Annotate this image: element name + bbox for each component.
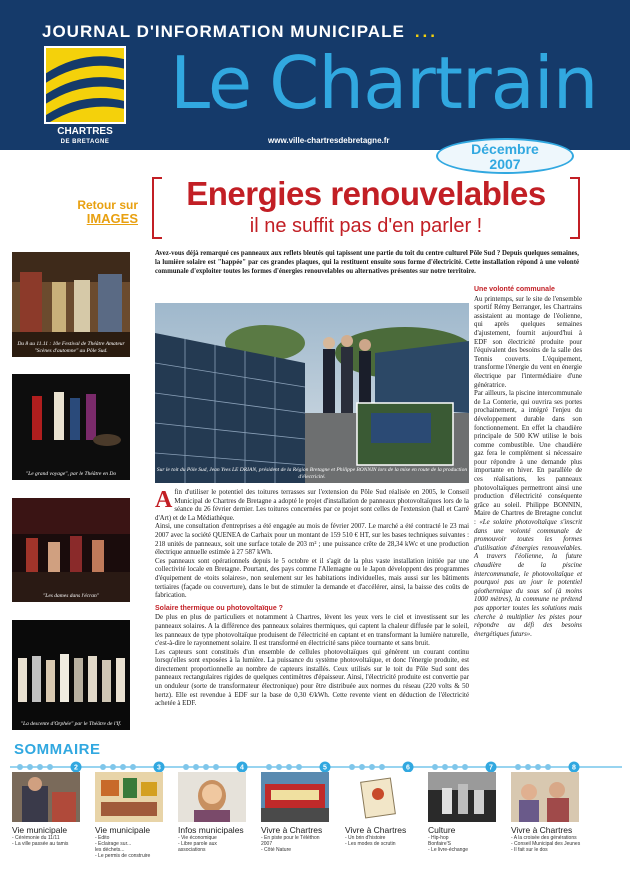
website-url[interactable]: www.ville-chartresdebretagne.fr [268, 136, 390, 145]
photo-grand-voyage [12, 374, 130, 480]
masthead-title: Le Chartrain [170, 41, 598, 125]
sommaire-item[interactable]: Culture - Hip-hop Bonfaire'S - Le livre-échange [428, 772, 506, 853]
sommaire-heading: Vie municipale [12, 825, 68, 835]
masthead-banner [0, 0, 630, 150]
sommaire-item[interactable]: Vie municipale - Edito - Eclairage sur... les déchets... - Le permis de construire [95, 772, 173, 859]
paragraph: Au printemps, sur le site de l'ensemble sportif Rémy Berranger, les Chartrains assistaient au montage de l'éolienne, qui après quelques semaines d'ajustement, fournit aujourd'hui à EDF son électricité produite pour l'équivalent des besoins de la salle des Tennis couverts. L'équipement, transforme l'énergie du vent en énergie électrique par l'intermédiaire d'une génératrice. [474, 295, 582, 389]
photo-caption: "Les dames dans l'écran" [42, 593, 100, 599]
theatre-scene-image [12, 374, 130, 480]
photo-festival [12, 252, 130, 357]
sommaire-heading: Vivre à Chartres [345, 825, 407, 835]
sommaire-item[interactable]: Vivre à Chartres - A la croisée des générations - Conseil Municipal des Jeunes - Il fait sur le dos [511, 772, 589, 853]
article-body-sidebar [474, 286, 582, 639]
photo-caption: "La descente d'Orphée" par le Théâtre de l'If. [20, 721, 122, 727]
sommaire-thumbnail [178, 772, 246, 822]
article-title: Energies renouvelables [186, 175, 546, 212]
sommaire-heading: Infos municipales [178, 825, 244, 835]
sommaire-thumbnail [12, 772, 80, 822]
sommaire-item[interactable]: Infos municipales - Vie économique - Libre parole aux associations [178, 772, 256, 853]
article-body-main [155, 489, 469, 709]
sommaire-heading: SOMMAIRE [14, 741, 101, 758]
sommaire-heading: Culture [428, 825, 456, 835]
sommaire-thumbnail [345, 772, 413, 822]
section-heading-volonte: Une volonté communale [474, 286, 555, 293]
drop-cap: A [155, 487, 173, 513]
photo-caption: "Le grand voyage", par le Théâtre en Do [25, 471, 117, 477]
sommaire-heading: Vie municipale [95, 825, 151, 835]
sommaire-thumbnail [95, 772, 163, 822]
stage-scene-image [12, 498, 130, 602]
solar-panels-image [155, 303, 469, 483]
sommaire-heading: Vivre à Chartres [511, 825, 573, 835]
town-name: CHARTRES DE BRETAGNE [57, 126, 113, 145]
sommaire-item[interactable]: Vie municipale - Cérémonie du 11/11 - La ville passée au tamis [12, 772, 90, 847]
paragraph: Ainsi, une consultation d'entreprises a été engagée au mois de février 2007. Le marché a été contracté le 23 mai 2007 avec la société QUENEA de Carhaix pour un montant de 159 510 € HT, sur les bases techniques suivantes : 218 unités de panneaux, soit une surface totale de 203 m² ; une puissance crête de 28,34 kWc et une production électrique annuelle estimée à 27 587 kWh. [155, 523, 469, 557]
sommaire-heading: Vivre à Chartres [261, 825, 323, 835]
sommaire-item[interactable]: Vivre à Chartres - Un brin d'histoire - Les modes de scrutin [345, 772, 423, 847]
title-bracket-left [152, 177, 162, 239]
paragraph: Afin d'utiliser le potentiel des toitures terrasses sur l'extension du Pôle Sud réalisée en 2005, le Conseil Municipal de Chartres de Bretagne a adopté le projet d'installation de panneaux photovoltaïques lors de la séance du 26 février dernier. Les toitures concernées par ce projet sont celles de l'extension (hall et Carré d'Art) et de La Médiathèque. [155, 487, 469, 522]
paragraph: Les capteurs sont constitués d'un ensemble de cellules photovoltaïques qui génèrent un courant continu lorsqu'elles sont exposées à la lumière. La puissance du système photovoltaïque, et donc l'énergie produite, est directement proportionnelle au nombre de capteurs installés. Ceux utilisés sur le toit du Pôle Sud sont des panneaux rectangulaires rigides de quelques centimètres d'épaisseur. Ainsi, l'électricité produite est convertie par un onduleur (sorte de transformateur électronique) pour être distribuée aux normes du réseau (220 volts & 50 hertz). Elle est revendue à EDF sur la base de 0,30 €/kWh. Cette revente vient en déduction de l'électricité achetée à EDF. [155, 648, 469, 708]
paragraph: Ces panneaux sont opérationnels depuis le 5 octobre et il s'agit de la plus vaste installation initiée par une collectivité locale en Bretagne. Pourtant, des pays comme l'Allemagne ou le Japon développent des programmes d'équipement de «toits solaires», non seulement sur les habitations individuelles, mais aussi sur les bâtiments tertiaires (façade ou couverture), dans le but de stimuler la demande et d'accélérer, ainsi, la baisse des coûts de fabrication. [155, 557, 469, 600]
paragraph: De plus en plus de particuliers et notamment à Chartres, lèvent les yeux vers le ciel et investissent sur les panneaux solaires. A la différence des panneaux solaires thermiques, qui captent la chaleur diffusée par le soleil, les panneaux de type photovoltaïque produisent de l'électricité en captant et en transformant la lumière naturelle, c'est-à-dire le rayonnement solaire. Il est transformé en électricité sans pièce tournante et sans bruit. [155, 614, 469, 648]
sommaire-item[interactable]: Vivre à Chartres - En piste pour le Téléthon 2007 - Côté Nature [261, 772, 339, 853]
sommaire-thumbnail [261, 772, 329, 822]
solar-roof-photo [155, 303, 469, 483]
sommaire-thumbnail [428, 772, 496, 822]
photo-caption: Sur le toit du Pôle Sud, Jean Yves LE DRIAN, président de la Région Bretagne et Philippe BONNIN lors de la mise en route de la production d'électricité. [156, 467, 468, 480]
cast-lineup-image [12, 620, 130, 730]
photo-descente-orphee [12, 620, 130, 730]
page-num: 7 [489, 764, 493, 772]
sommaire-thumbnail [511, 772, 579, 822]
photo-caption: Du 8 au 11.11 : 10e Festival de Théâtre Amateur "Scènes d'automne" au Pôle Sud. [17, 341, 125, 354]
page-num: 6 [406, 764, 410, 772]
section-heading-solaire: Solaire thermique ou photovoltaïque ? [155, 604, 283, 612]
title-bracket-right [570, 177, 580, 239]
article-intro: Avez-vous déjà remarqué ces panneaux aux reflets bleutés qui tapissent une partie du toit du centre culturel Pôle Sud ? Depuis quelques semaines, la lumière solaire est "happée" par ces grandes plaques, qui la restituent ensuite sous forme d'électricité. Cette installation répond à une volonté communale d'exploiter toutes les formes d'énergies renouvelables ou alternatives présentes sur notre territoire. [155, 250, 579, 275]
paragraph: Par ailleurs, la piscine intercommunale de La Conterie, qui ouvrira ses portes prochainement, a intégré l'enjeu du développement durable dans son fonctionnement. En effet la chaudière principale de 500 KW utilise le bois comme combustible. Une chaudière gaz fera le complément si nécessaire pour répondre à une demande plus importante en hiver. En parallèle de ces réalisations, les panneaux photovoltaïques permettront ainsi une production d'électricité conséquente grâce au soleil. Philippe BONNIN, Maire de Chartres de Bretagne conclut : «Le solaire photovoltaïque s'inscrit dans une volonté communale de promouvoir toutes les formes d'utilisation d'énergies renouvelables. A travers l'éolienne, la future chaudière de la piscine intercommunale, le photovoltaïque et pourquoi pas un jour le potentiel géothermique du sous sol (à moins 1000 mètres), la commune ne prétend pas apporter toutes les solutions mais cherche à multiplier les pistes pour répondre au défi des besoins énergétiques futurs». [474, 390, 582, 638]
retour-sur-images-heading: Retour sur IMAGES [77, 198, 138, 226]
dots-decoration: ... [414, 22, 438, 41]
logo-emblem-icon [46, 48, 124, 122]
article-subtitle: il ne suffit pas d'en parler ! [249, 215, 483, 237]
town-logo [44, 46, 126, 124]
page-num: 4 [240, 764, 244, 772]
page-num: 3 [157, 764, 161, 772]
photo-dames-ecran [12, 498, 130, 602]
page-num: 5 [323, 764, 327, 772]
page-num: 8 [572, 764, 576, 772]
issue-date-badge: Décembre 2007 [436, 138, 574, 174]
journal-subtitle: JOURNAL D'INFORMATION MUNICIPALE ... [42, 22, 438, 41]
mayor-quote: «Le solaire photovoltaïque s'inscrit dans une volonté communale de promouvoir toutes les formes d'utilisation d'énergies renouvelables. A travers l'éolienne, la future chaudière de la piscine intercommunale, le photovoltaïque et pourquoi pas un jour le potentiel géothermique du sous sol (à moins 1000 mètres), la commune ne prétend pas apporter toutes les solutions mais cherche à multiplier les pistes pour répondre au défi des besoins énergétiques futurs». [474, 519, 582, 638]
page-num: 2 [74, 764, 78, 772]
